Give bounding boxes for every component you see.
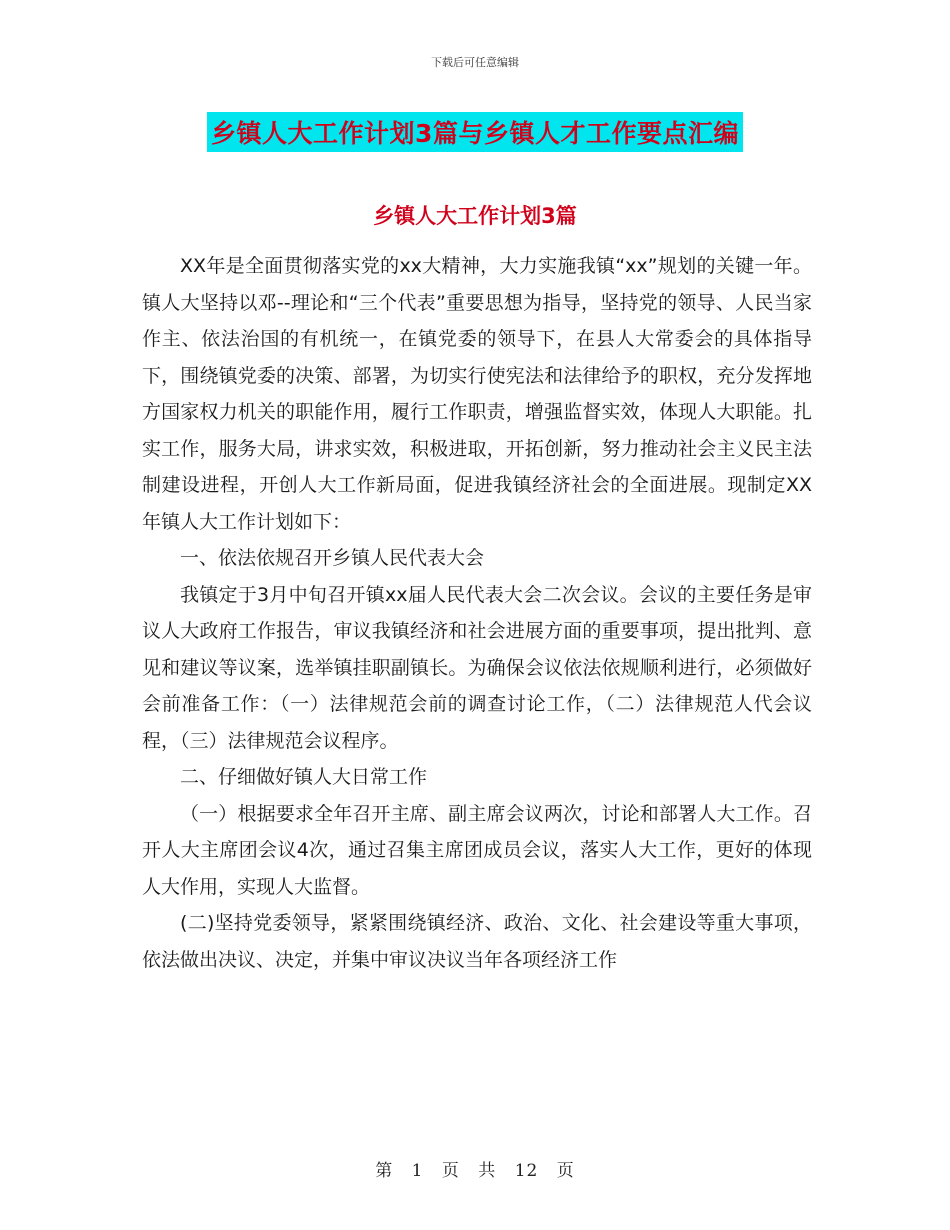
- header-note: 下载后可任意编辑: [431, 56, 519, 69]
- section-heading-2: 二、仔细做好镇人大日常工作: [180, 766, 428, 788]
- body-paragraph: (二)坚持党委领导，紧紧围绕镇经济、政治、文化、社会建设等重大事项，依法做出决议、决定，并集中审议决议当年各项经济工作: [142, 912, 812, 971]
- page-footer: [0, 1156, 950, 1181]
- footer-total-pages: 12: [514, 1161, 539, 1181]
- body-paragraph: 我镇定于3月中旬召开镇xx届人民代表大会二次会议。会议的主要任务是审议人大政府工作报告，审议我镇经济和社会进展方面的重要事项，提出批判、意见和建议等议案，选举镇挂职副镇长。为确保会议依法依规顺利进行，必须做好会前准备工作：（一）法律规范会前的调查讨论工作，（二）法律规范人代会议程，（三）法律规范会议程序。: [142, 583, 812, 752]
- footer-total-word: 共: [478, 1161, 497, 1181]
- document-body: [142, 248, 812, 978]
- footer-page-unit: 页: [441, 1161, 460, 1181]
- section-title: 乡镇人大工作计划3篇: [373, 204, 577, 228]
- footer-page-word: 第: [375, 1161, 394, 1181]
- footer-page-number: 1: [411, 1161, 424, 1181]
- main-title-container: [0, 112, 950, 152]
- section-heading-1: 一、依法依规召开乡镇人民代表大会: [180, 547, 485, 569]
- footer-total-unit: 页: [556, 1161, 575, 1181]
- intro-paragraph: XX年是全面贯彻落实党的xx大精神，大力实施我镇“xx”规划的关键一年。镇人大坚持以邓--理论和“三个代表”重要思想为指导，坚持党的领导、人民当家作主、依法治国的有机统一，在镇党委的领导下，在县人大常委会的具体指导下，围绕镇党委的决策、部署，为切实行使宪法和法律给予的职权，充分发挥地方国家权力机关的职能作用，履行工作职责，增强监督实效，体现人大职能。扎实工作，服务大局，讲求实效，积极进取，开拓创新，努力推动社会主义民主法制建设进程，开创人大工作新局面，促进我镇经济社会的全面进展。现制定XX年镇人大工作计划如下：: [142, 255, 812, 533]
- main-title: 乡镇人大工作计划3篇与乡镇人才工作要点汇编: [207, 112, 743, 152]
- body-paragraph: （一）根据要求全年召开主席、副主席会议两次，讨论和部署人大工作。召开人大主席团会议4次，通过召集主席团成员会议，落实人大工作，更好的体现人大作用，实现人大监督。: [142, 802, 812, 898]
